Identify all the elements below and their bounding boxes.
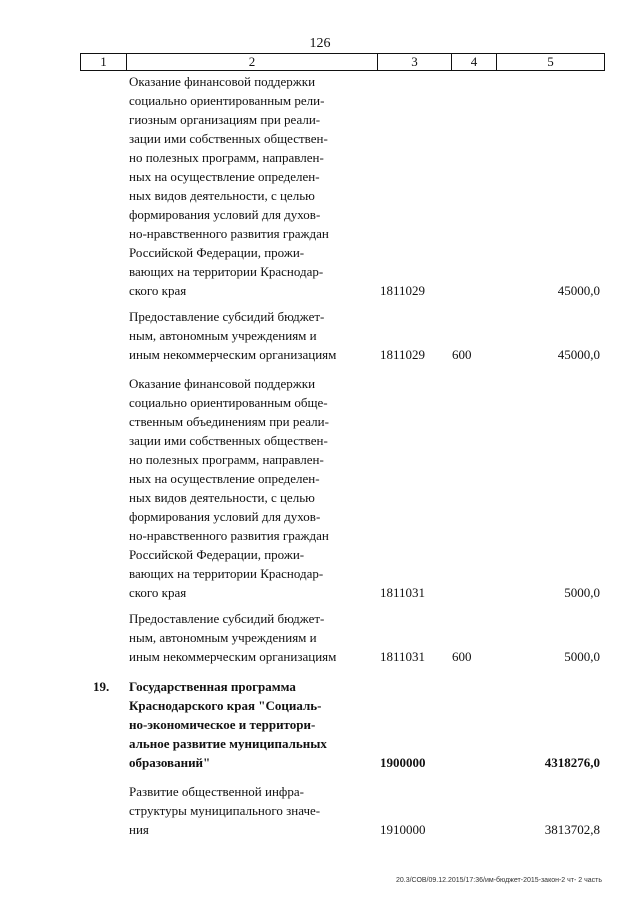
- amount: 5000,0: [564, 649, 600, 664]
- row-description: [129, 72, 362, 300]
- description-line: но полезных программ, направлен-: [129, 452, 324, 467]
- description-line: Развитие общественной инфра-: [129, 784, 304, 799]
- column-header-2: 2: [127, 54, 378, 71]
- description-line: ных видов деятельности, с целью: [129, 490, 315, 505]
- description-line: но-нравственного развития граждан: [129, 226, 329, 241]
- description-line: формирования условий для духов-: [129, 509, 321, 524]
- description-line: иным некоммерческим организациям: [129, 347, 337, 362]
- description-line: Оказание финансовой поддержки: [129, 74, 316, 89]
- row-description: [129, 609, 362, 666]
- description-line: Российской Федерации, прожи-: [129, 245, 305, 260]
- column-header-1: 1: [81, 54, 127, 71]
- description-line: ния: [129, 822, 149, 837]
- description-line: но полезных программ, направлен-: [129, 150, 324, 165]
- description-line: зации ими собственных обществен-: [129, 433, 328, 448]
- row-description: [129, 782, 362, 839]
- target-article-code: 1811029: [380, 347, 426, 362]
- description-line: ственным объединениям при реали-: [129, 414, 329, 429]
- row-description: [129, 374, 362, 602]
- amount: 5000,0: [564, 585, 600, 600]
- target-article-code: 1910000: [380, 822, 426, 837]
- column-header-3: 3: [378, 54, 452, 71]
- description-line: иным некоммерческим организациям: [129, 649, 337, 664]
- description-line: социально ориентированным рели-: [129, 93, 325, 108]
- description-line: формирования условий для духов-: [129, 207, 321, 222]
- column-header-5: 5: [497, 54, 605, 71]
- target-article-code: 1900000: [380, 755, 426, 770]
- description-line: ным, автономным учреждениям и: [129, 630, 317, 645]
- page-number: 126: [309, 36, 331, 51]
- description-line: структуры муниципального значе-: [129, 803, 321, 818]
- description-line: ных на осуществление определен-: [129, 169, 320, 184]
- description-line: ных на осуществление определен-: [129, 471, 320, 486]
- description-line: вающих на территории Краснодар-: [129, 264, 324, 279]
- description-line: вающих на территории Краснодар-: [129, 566, 324, 581]
- description-line: ского края: [129, 283, 187, 298]
- target-article-code: 1811031: [380, 585, 426, 600]
- description-line: Российской Федерации, прожи-: [129, 547, 305, 562]
- document-footer: 20.3/СОВ/09.12.2015/17:36/им-бюджет-2015-закон-2 чт- 2 часть: [395, 877, 602, 884]
- column-header-table: [80, 53, 605, 71]
- description-line: зации ими собственных обществен-: [129, 131, 328, 146]
- expense-type-code: 600: [452, 649, 472, 664]
- amount: 45000,0: [557, 347, 600, 362]
- target-article-code: 1811031: [380, 649, 426, 664]
- description-line: Государственная программа: [129, 679, 296, 694]
- description-line: ных видов деятельности, с целью: [129, 188, 315, 203]
- description-line: Краснодарского края "Социаль-: [129, 698, 322, 713]
- row-description: [129, 307, 362, 364]
- description-line: образований": [129, 755, 211, 770]
- description-line: но-экономическое и территори-: [129, 717, 316, 732]
- amount: 3813702,8: [544, 822, 600, 837]
- description-line: ского края: [129, 585, 187, 600]
- description-line: но-нравственного развития граждан: [129, 528, 329, 543]
- description-line: Предоставление субсидий бюджет-: [129, 611, 325, 626]
- amount: 45000,0: [557, 283, 600, 298]
- expense-type-code: 600: [452, 347, 472, 362]
- description-line: гиозным организациям при реали-: [129, 112, 321, 127]
- row-description: [129, 677, 362, 772]
- description-line: социально ориентированным обще-: [129, 395, 328, 410]
- target-article-code: 1811029: [380, 283, 426, 298]
- amount: 4318276,0: [544, 755, 600, 770]
- column-header-4: 4: [452, 54, 497, 71]
- description-line: Оказание финансовой поддержки: [129, 376, 316, 391]
- description-line: альное развитие муниципальных: [129, 736, 327, 751]
- description-line: Предоставление субсидий бюджет-: [129, 309, 325, 324]
- row-number: 19.: [93, 679, 110, 694]
- description-line: ным, автономным учреждениям и: [129, 328, 317, 343]
